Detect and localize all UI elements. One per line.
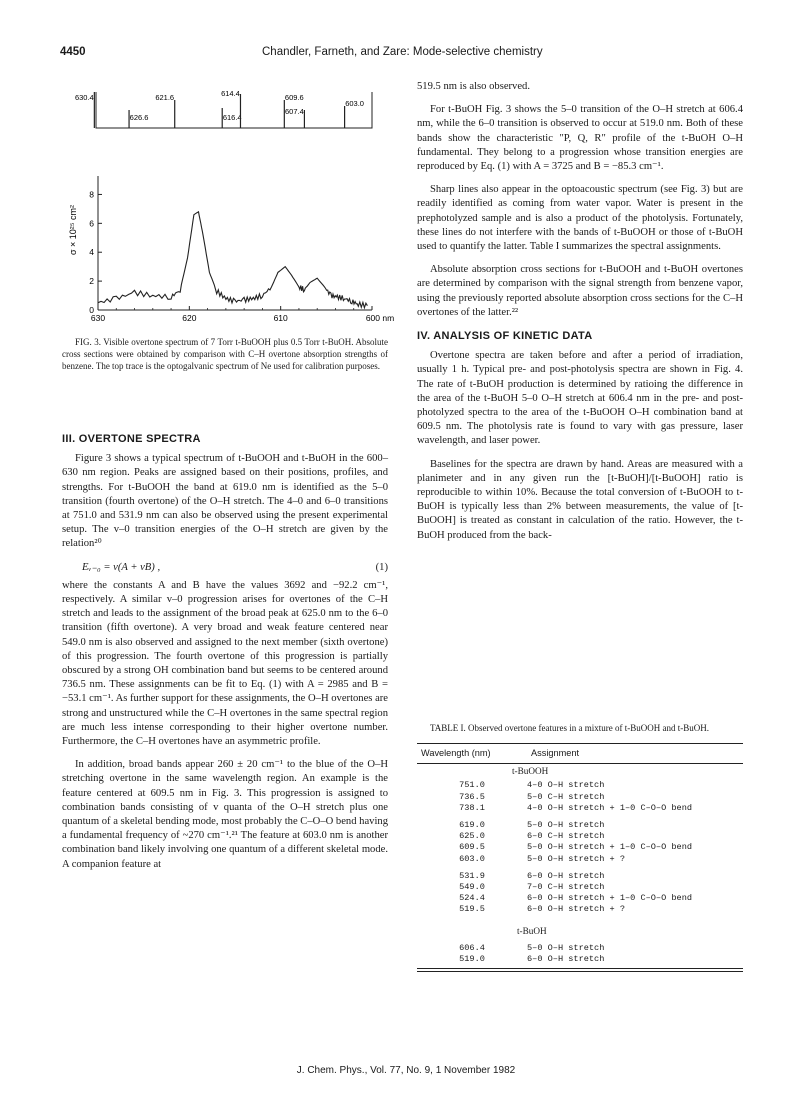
- table-cell-assignment: 6–0 O–H stretch: [527, 954, 605, 965]
- footer-citation: J. Chem. Phys., Vol. 77, No. 9, 1 November 1982: [296, 1065, 516, 1076]
- equation-1: [62, 561, 388, 575]
- figure-caption: FIG. 3. Visible overtone spectrum of 7 Torr t-BuOOH plus 0.5 Torr t-BuOH. Absolute cross sections were obtained by comparison with C–H overtone absorption strengths of benzene. The top trace is the optogalvanic spectrum of Ne used for calibration purposes.: [62, 337, 388, 371]
- table-group-label: t-BuOH: [517, 925, 547, 936]
- table-row: [417, 780, 743, 791]
- paragraph: Overtone spectra are taken before and after a period of irradiation, usually 1 h. Typical pre- and post-photolysis spectra are shown in Fig. 4. The rate of t-BuOH production is determined by ratioing the difference in the area of the t-BuOH 5–0 O–H stretch at 606.4 nm in the pre- and post-photolyzed spectra to the area of the t-BuOOH O–H combination band at 609.5 nm. The photolysis rate is found to vary with gas pressure, laser wavelength, and laser power.: [417, 350, 743, 447]
- column-header-assignment: Assignment: [527, 744, 743, 764]
- calibration-label: 621.6: [155, 93, 175, 102]
- x-tick-label: 620: [182, 313, 197, 323]
- paragraph: Figure 3 shows a typical spectrum of t-BuOOH and t-BuOH in the 600–630 nm region. Peaks are assigned based on their positions, profiles, and strengths. For t-BuOOH the band at 619.0 nm is identified as the 5–0 transition (fourth overtone) of the O–H stretch. The 4–0 and 6–0 transitions at 751.0 and 531.9 nm can also be observed using the present experimental setup. The v–0 transition energies of the O–H stretch are given by the relation²⁰: [62, 453, 388, 550]
- x-tick-label: 610: [273, 313, 288, 323]
- left-column: [62, 432, 388, 881]
- paragraph: 519.5 nm is also observed.: [417, 81, 530, 92]
- paragraph: In addition, broad bands appear 260 ± 20 cm⁻¹ to the blue of the O–H stretching overtone in the same wavelength region. An example is the feature centered at 609.5 nm in Fig. 3. This progression is assigned to combination bands consisting of v quanta of the O–H stretch plus one quantum of a skeletal bending mode, most probably the C–O–O bend having a fundamental frequency of ~270 cm⁻¹.²¹ The feature at 603.0 nm is another combination band likely involving one quantum of a different skeletal mode. A companion feature at: [62, 759, 388, 870]
- table-row: [417, 792, 743, 803]
- y-tick-label: 0: [89, 305, 94, 315]
- y-tick-label: 6: [89, 218, 94, 229]
- x-tick-label: 630: [90, 313, 106, 323]
- calibration-label: 626.6: [129, 113, 149, 122]
- table-cell-assignment: 5–0 O–H stretch + 1–0 C–O–O bend: [527, 842, 693, 853]
- table-caption: TABLE I. Observed overtone features in a mixture of t-BuOOH and t-BuOH.: [430, 723, 709, 733]
- table-cell-assignment: 7–0 C–H stretch: [527, 882, 605, 893]
- calibration-label: 630.4: [74, 93, 94, 102]
- table-group-label: t-BuOOH: [512, 766, 549, 777]
- table-cell-assignment: 6–0 O–H stretch + ?: [527, 904, 625, 915]
- calibration-label: 603.0: [345, 99, 364, 108]
- table-cell-wavelength: 519.0: [459, 954, 485, 965]
- section-heading-iv: IV. ANALYSIS OF KINETIC DATA: [417, 330, 593, 343]
- table-row: [417, 854, 743, 865]
- table-row: [417, 893, 743, 904]
- page-number: 4450: [60, 46, 86, 58]
- calibration-label: 607.4: [285, 107, 304, 116]
- running-title: Chandler, Farneth, and Zare: Mode-selective chemistry: [262, 46, 543, 58]
- table-cell-assignment: 6–0 C–H stretch: [527, 831, 605, 842]
- table-row: [417, 831, 743, 842]
- calibration-label: 614.4: [221, 89, 240, 98]
- equation-number: (1): [375, 561, 388, 573]
- figure-3: [62, 88, 395, 328]
- table-cell-wavelength: 524.4: [459, 893, 485, 904]
- calibration-label: 616.4: [222, 113, 242, 122]
- table-cell-wavelength: 603.0: [459, 853, 485, 864]
- y-axis-label: σ × 10²⁵ cm²: [68, 204, 78, 256]
- table-cell-assignment: 4–0 O–H stretch + 1–0 C–O–O bend: [527, 802, 693, 813]
- table-cell-wavelength: 549.0: [459, 882, 485, 893]
- table-cell-wavelength: 738.1: [459, 802, 485, 813]
- table-cell-assignment: 4–0 O–H stretch: [527, 780, 605, 791]
- calibration-label: 609.6: [284, 93, 304, 102]
- paragraph: Sharp lines also appear in the optoacoustic spectrum (see Fig. 3) but are readily identified as coming from water vapor. Water is present in the prephotolyzed sample and is also a product of the photolysis. Fortunately, these lines do not interfere with the bands of t-BuOOH or those of t-BuOH used to quantify the latter. Table I summarizes the spectral assignments.: [417, 184, 743, 253]
- table-cell-assignment: 6–0 O–H stretch + 1–0 C–O–O bend: [527, 893, 693, 904]
- section-heading-iii: III. OVERTONE SPECTRA: [62, 433, 201, 445]
- table-cell-assignment: 5–0 O–H stretch: [527, 820, 605, 831]
- table-cell-assignment: 5–0 C–H stretch: [527, 791, 605, 802]
- table-cell-assignment: 5–0 O–H stretch: [527, 942, 605, 953]
- table-1: [417, 722, 743, 972]
- spectrum-chart: [62, 88, 395, 328]
- table-row: [417, 803, 743, 814]
- table-cell-wavelength: 751.0: [459, 780, 485, 791]
- left-column-lower: [62, 336, 388, 381]
- y-tick-label: 4: [89, 247, 94, 258]
- table-row: [417, 820, 743, 831]
- assignments-table: [417, 743, 743, 972]
- table-row: [417, 842, 743, 853]
- table-cell-assignment: 6–0 O–H stretch: [527, 870, 605, 881]
- spectrum-series-line: [98, 212, 367, 308]
- column-header-wavelength: Wavelength (nm): [417, 744, 527, 764]
- table-cell-wavelength: 531.9: [459, 870, 485, 881]
- paragraph: Baselines for the spectra are drawn by hand. Areas are measured with a planimeter and in any given run the [t-BuOH]/[t-BuOOH] ratio is reproducible to within 10%. Because the total conversion of t-BuOOH to t-BuOH is typically less than 2% between measurements, the value of [t-BuOOH] is treated as constant in calculation of the ratio. However, the t-BuOH produced from the back-: [417, 458, 743, 541]
- table-cell-wavelength: 609.5: [459, 842, 485, 853]
- y-tick-label: 8: [89, 189, 94, 200]
- equation-text: Eᵥ₋₀ = v(A + vB) ,: [82, 561, 161, 573]
- table-cell-wavelength: 519.5: [459, 904, 485, 915]
- table-cell-wavelength: 625.0: [459, 831, 485, 842]
- table-row: [417, 904, 743, 915]
- paragraph: where the constants A and B have the values 3692 and −92.2 cm⁻¹, respectively. A similar v–0 progression arises for overtones of the C–H stretch and leads to the assignment of the broad peak at 625.0 nm to the 6–0 transition (fifth overtone). A very broad and weak feature centered near 549.0 nm is also observed and assigned to the next member (sixth overtone) of this progression. The fourth overtone of this progression is partially obscured by a strong OH combination band but seems to be centered around 736.5 nm. These assignments can be fit to Eq. (1) with A = 2985 and B = −53.1 cm⁻¹. As further support for these assignments, the O–H overtones are strong and unstructured while the C–H overtones in the same spectral region are much less intense corresponding to their higher overtone number. Furthermore, the C–H overtones have an asymmetric profile.: [62, 579, 389, 748]
- y-tick-label: 2: [89, 276, 94, 287]
- x-tick-label: 600 nm: [365, 313, 395, 323]
- table-cell-wavelength: 619.0: [459, 820, 485, 831]
- table-row: [417, 954, 743, 965]
- table-row: [417, 871, 743, 882]
- table-row: [417, 882, 743, 893]
- table-cell-wavelength: 736.5: [459, 791, 485, 802]
- right-column: [417, 80, 743, 552]
- table-cell-wavelength: 606.4: [459, 942, 485, 953]
- table-cell-assignment: 5–0 O–H stretch + ?: [527, 853, 625, 864]
- paragraph: For t-BuOH Fig. 3 shows the 5–0 transition of the O–H stretch at 606.4 nm, while the 6–0 transition is observed to occur at 519.0 nm. Both of these bands show the characteristic "P, Q, R" profile of the t-BuOH O–H fundamental. They belong to a progression whose transition energies are reproduced by Eq. (1) with A = 3725 and B = −85.3 cm⁻¹.: [417, 104, 743, 173]
- table-row: [417, 943, 743, 954]
- paragraph: Absolute absorption cross sections for t-BuOOH and t-BuOH overtones are determined by comparison with the signal strength from benzene vapor, using the previously reported absolute absorption cross sections for the C–H overtones of the latter.²²: [417, 264, 743, 318]
